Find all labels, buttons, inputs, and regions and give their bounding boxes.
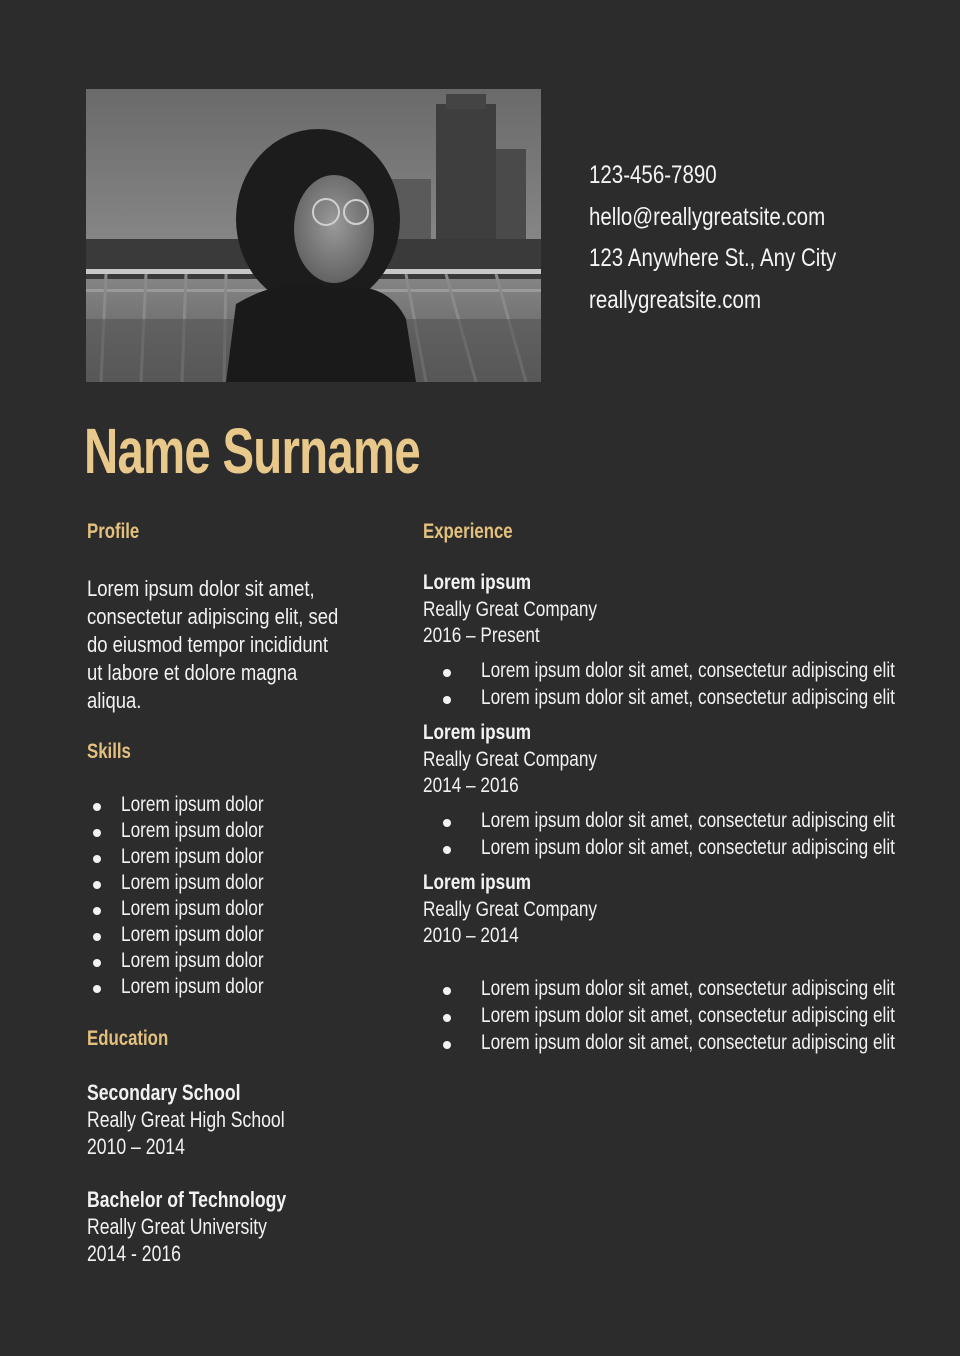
education-degree: Secondary School [87, 1080, 241, 1105]
education-heading: Education [87, 1027, 169, 1050]
bullet-icon [443, 1041, 451, 1049]
person-name: Name Surname [84, 415, 420, 487]
list-item: Lorem ipsum dolor sit amet, consectetur adipiscing elit [481, 685, 960, 712]
list-item: Lorem ipsum dolor [121, 923, 295, 949]
bullet-icon [93, 829, 101, 837]
experience-heading: Experience [423, 520, 513, 543]
experience-role: Lorem ipsum [423, 870, 531, 894]
list-item: Lorem ipsum dolor sit amet, consectetur adipiscing elit [481, 1003, 960, 1030]
experience-bullets [481, 976, 960, 1057]
experience-bullets [481, 658, 960, 712]
skills-heading: Skills [87, 740, 131, 763]
profile-text: Lorem ipsum dolor sit amet, consectetur adipiscing elit, sed do eiusmod tempor incididunt ut labore et dolore magna aliqua. [87, 576, 339, 713]
experience-role: Lorem ipsum [423, 570, 531, 594]
bullet-icon [93, 803, 101, 811]
experience-years: 2010 – 2014 [423, 923, 519, 947]
education-years: 2014 - 2016 [87, 1241, 181, 1266]
list-item: Lorem ipsum dolor sit amet, consectetur adipiscing elit [481, 1030, 960, 1057]
bullet-icon [93, 881, 101, 889]
contact-email[interactable]: hello@reallygreatsite.com [589, 202, 826, 231]
bullet-icon [443, 1014, 451, 1022]
list-item: Lorem ipsum dolor [121, 819, 295, 845]
bullet-icon [93, 907, 101, 915]
experience-role: Lorem ipsum [423, 720, 531, 744]
bullet-icon [93, 855, 101, 863]
bullet-icon [93, 933, 101, 941]
contact-website[interactable]: reallygreatsite.com [589, 285, 762, 314]
contact-phone: 123-456-7890 [589, 161, 717, 189]
list-item: Lorem ipsum dolor [121, 793, 295, 819]
profile-photo [86, 89, 541, 382]
bullet-icon [443, 846, 451, 854]
list-item: Lorem ipsum dolor sit amet, consectetur adipiscing elit [481, 808, 960, 835]
experience-years: 2016 – Present [423, 623, 540, 647]
bullet-icon [443, 819, 451, 827]
experience-company: Really Great Company [423, 596, 597, 621]
bullet-icon [93, 985, 101, 993]
experience-bullets [481, 808, 960, 862]
bullet-icon [93, 959, 101, 967]
experience-entry [423, 719, 640, 799]
experience-company: Really Great Company [423, 746, 597, 771]
education-entry [87, 1186, 336, 1267]
experience-entry [423, 869, 640, 949]
experience-years: 2014 – 2016 [423, 773, 519, 797]
bullet-icon [443, 987, 451, 995]
list-item: Lorem ipsum dolor [121, 897, 295, 923]
list-item: Lorem ipsum dolor [121, 949, 295, 975]
list-item: Lorem ipsum dolor sit amet, consectetur adipiscing elit [481, 835, 960, 862]
education-entry [87, 1079, 334, 1160]
experience-company: Really Great Company [423, 896, 597, 921]
education-school: Really Great High School [87, 1107, 285, 1132]
bullet-icon [443, 669, 451, 677]
experience-entry [423, 569, 640, 649]
education-years: 2010 – 2014 [87, 1134, 185, 1159]
list-item: Lorem ipsum dolor sit amet, consectetur adipiscing elit [481, 976, 960, 1003]
profile-heading: Profile [87, 520, 140, 543]
list-item: Lorem ipsum dolor [121, 975, 295, 1001]
contact-block [589, 155, 836, 321]
list-item: Lorem ipsum dolor [121, 845, 295, 871]
list-item: Lorem ipsum dolor [121, 871, 295, 897]
education-school: Really Great University [87, 1214, 267, 1239]
contact-address: 123 Anywhere St., Any City [589, 244, 837, 272]
education-degree: Bachelor of Technology [87, 1187, 287, 1212]
skills-list [121, 793, 295, 1001]
bullet-icon [443, 696, 451, 704]
list-item: Lorem ipsum dolor sit amet, consectetur adipiscing elit [481, 658, 960, 685]
